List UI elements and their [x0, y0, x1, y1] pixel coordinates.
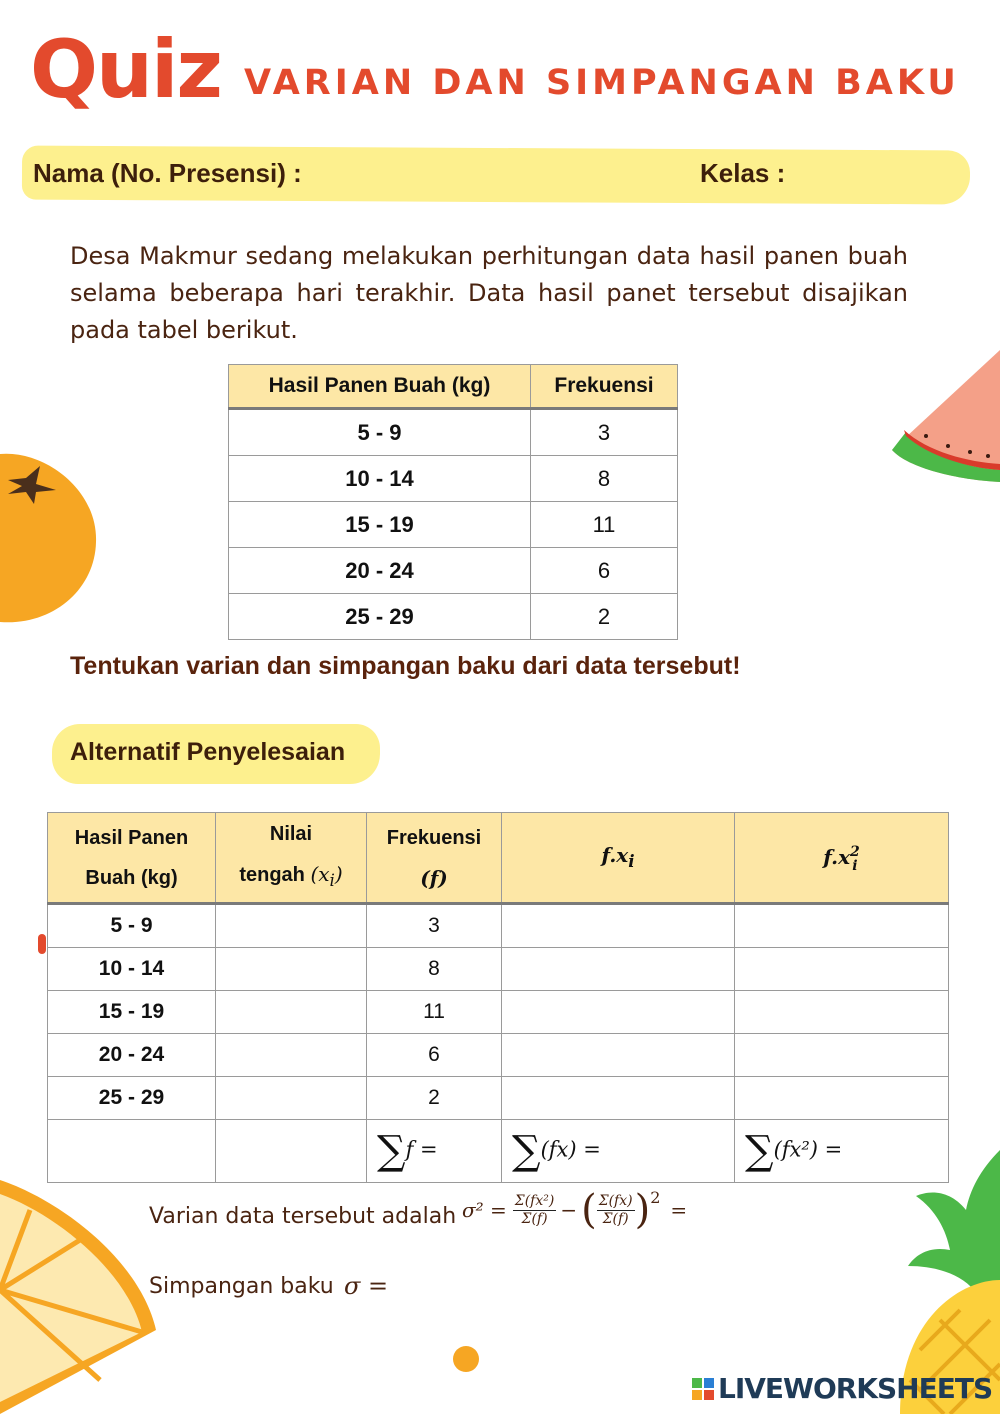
paren-close: )	[634, 1187, 651, 1233]
red-dot-decoration	[38, 934, 46, 954]
solution-label: Alternatif Penyelesaian	[70, 738, 346, 766]
question-text: Tentukan varian dan simpangan baku dari data tersebut!	[70, 652, 741, 680]
col-header-fx2	[735, 813, 949, 904]
midpoint-input[interactable]	[216, 1034, 367, 1077]
freq-cell: 8	[367, 948, 502, 991]
col-header-harvest: Hasil Panen Buah (kg)	[229, 365, 531, 409]
fraction-numerator: Σ(fx²)	[514, 1192, 555, 1209]
watermelon-decoration	[888, 350, 1000, 490]
empty-cell	[48, 1120, 216, 1183]
table-row	[229, 456, 678, 502]
range-cell: 5 - 9	[229, 409, 531, 456]
col-header-frequency: Frekuensi	[530, 365, 677, 409]
header-math-sub: i	[852, 857, 858, 874]
table-row	[229, 409, 678, 456]
page-title: VARIAN DAN SIMPANGAN BAKU	[244, 63, 960, 103]
sum-f-input[interactable]	[367, 1120, 502, 1183]
midpoint-input[interactable]	[216, 991, 367, 1034]
fx-input[interactable]	[502, 1034, 735, 1077]
col-header-midpoint	[216, 813, 367, 904]
range-cell: 20 - 24	[48, 1034, 216, 1077]
class-label: Kelas :	[700, 158, 786, 188]
fx-input[interactable]	[502, 904, 735, 948]
std-dev-formula: σ =	[344, 1272, 389, 1300]
table-row	[229, 548, 678, 594]
header-math-sub: i	[628, 850, 635, 871]
empty-cell	[216, 1120, 367, 1183]
variance-label: Varian data tersebut adalah	[149, 1204, 457, 1229]
sum-fx-input[interactable]	[502, 1120, 735, 1183]
header-math: f.x	[601, 842, 629, 867]
table-row	[48, 904, 949, 948]
fx2-input[interactable]	[735, 948, 949, 991]
freq-cell: 11	[367, 991, 502, 1034]
col-header-fx	[502, 813, 735, 904]
sum-fx-label: (fx) =	[540, 1137, 601, 1162]
sum-fx2-input[interactable]	[735, 1120, 949, 1183]
sigma-squared: σ² =	[462, 1198, 507, 1222]
std-dev-label: Simpangan baku	[149, 1274, 334, 1299]
harvest-data-table	[228, 364, 678, 640]
header-math: (x	[310, 862, 330, 886]
sigma-icon: ∑	[745, 1128, 774, 1174]
orange-decoration	[0, 450, 100, 626]
quiz-heading: Quiz	[30, 23, 221, 116]
fx2-input[interactable]	[735, 1034, 949, 1077]
sigma-icon: ∑	[512, 1128, 541, 1174]
sigma-icon: ∑	[377, 1128, 406, 1174]
table-row	[48, 1077, 949, 1120]
range-cell: 10 - 14	[48, 948, 216, 991]
table-row	[229, 502, 678, 548]
freq-cell: 3	[530, 409, 677, 456]
paren-open: (	[581, 1187, 597, 1233]
equals-sign: =	[670, 1198, 688, 1222]
range-cell: 15 - 19	[48, 991, 216, 1034]
col-header-frequency	[367, 813, 502, 904]
header-math: )	[334, 862, 343, 886]
fraction-numerator: Σ(fx)	[598, 1192, 633, 1209]
minus-sign: −	[560, 1198, 578, 1222]
fraction-denominator: Σ(f)	[602, 1210, 629, 1227]
midpoint-input[interactable]	[216, 904, 367, 948]
freq-cell: 6	[367, 1034, 502, 1077]
header-math-sup: 2	[850, 843, 860, 860]
table-row	[48, 948, 949, 991]
fraction-denominator: Σ(f)	[521, 1210, 548, 1227]
fx2-input[interactable]	[735, 904, 949, 948]
header-text: Nilai	[269, 823, 313, 845]
orange-dot-decoration	[453, 1346, 479, 1372]
intro-paragraph: Desa Makmur sedang melakukan perhitungan data hasil panen buah selama beberapa hari terakhir. Data hasil panet tersebut disajikan pada tabel berikut.	[70, 242, 908, 344]
fx2-input[interactable]	[735, 1077, 949, 1120]
header-text: Buah (kg)	[85, 866, 178, 889]
header-math: (f)	[420, 865, 448, 890]
lemon-slice-decoration	[0, 1180, 160, 1414]
exponent: 2	[650, 1188, 661, 1207]
sum-f-label: f =	[405, 1137, 438, 1162]
range-cell: 25 - 29	[48, 1077, 216, 1120]
range-cell: 10 - 14	[229, 456, 531, 502]
variance-formula	[462, 1187, 688, 1233]
header-text: Frekuensi	[386, 826, 482, 849]
freq-cell: 2	[367, 1077, 502, 1120]
fx-input[interactable]	[502, 991, 735, 1034]
liveworksheets-logo-icon	[692, 1378, 714, 1400]
range-cell: 20 - 24	[229, 548, 531, 594]
freq-cell: 3	[367, 904, 502, 948]
sum-fx2-label: (fx²) =	[773, 1137, 843, 1162]
name-label: Nama (No. Presensi) :	[33, 158, 302, 188]
header-text: Hasil Panen	[74, 826, 189, 849]
table-row	[48, 1034, 949, 1077]
fx-input[interactable]	[502, 948, 735, 991]
fx2-input[interactable]	[735, 991, 949, 1034]
range-cell: 5 - 9	[48, 904, 216, 948]
range-cell: 25 - 29	[229, 594, 531, 640]
solution-table	[47, 812, 949, 1183]
freq-cell: 6	[530, 548, 677, 594]
table-row	[48, 991, 949, 1034]
freq-cell: 2	[530, 594, 677, 640]
col-header-harvest	[48, 813, 216, 904]
header-math-sub: i	[329, 871, 335, 890]
midpoint-input[interactable]	[216, 1077, 367, 1120]
fx-input[interactable]	[502, 1077, 735, 1120]
brand-name: LIVEWORKSHEETS	[718, 1372, 993, 1405]
header-math: f.x	[823, 845, 851, 869]
header-text: tengah	[239, 864, 305, 886]
midpoint-input[interactable]	[216, 948, 367, 991]
freq-cell: 8	[530, 456, 677, 502]
table-row	[229, 594, 678, 640]
sum-row	[48, 1120, 949, 1183]
range-cell: 15 - 19	[229, 502, 531, 548]
freq-cell: 11	[530, 502, 677, 548]
